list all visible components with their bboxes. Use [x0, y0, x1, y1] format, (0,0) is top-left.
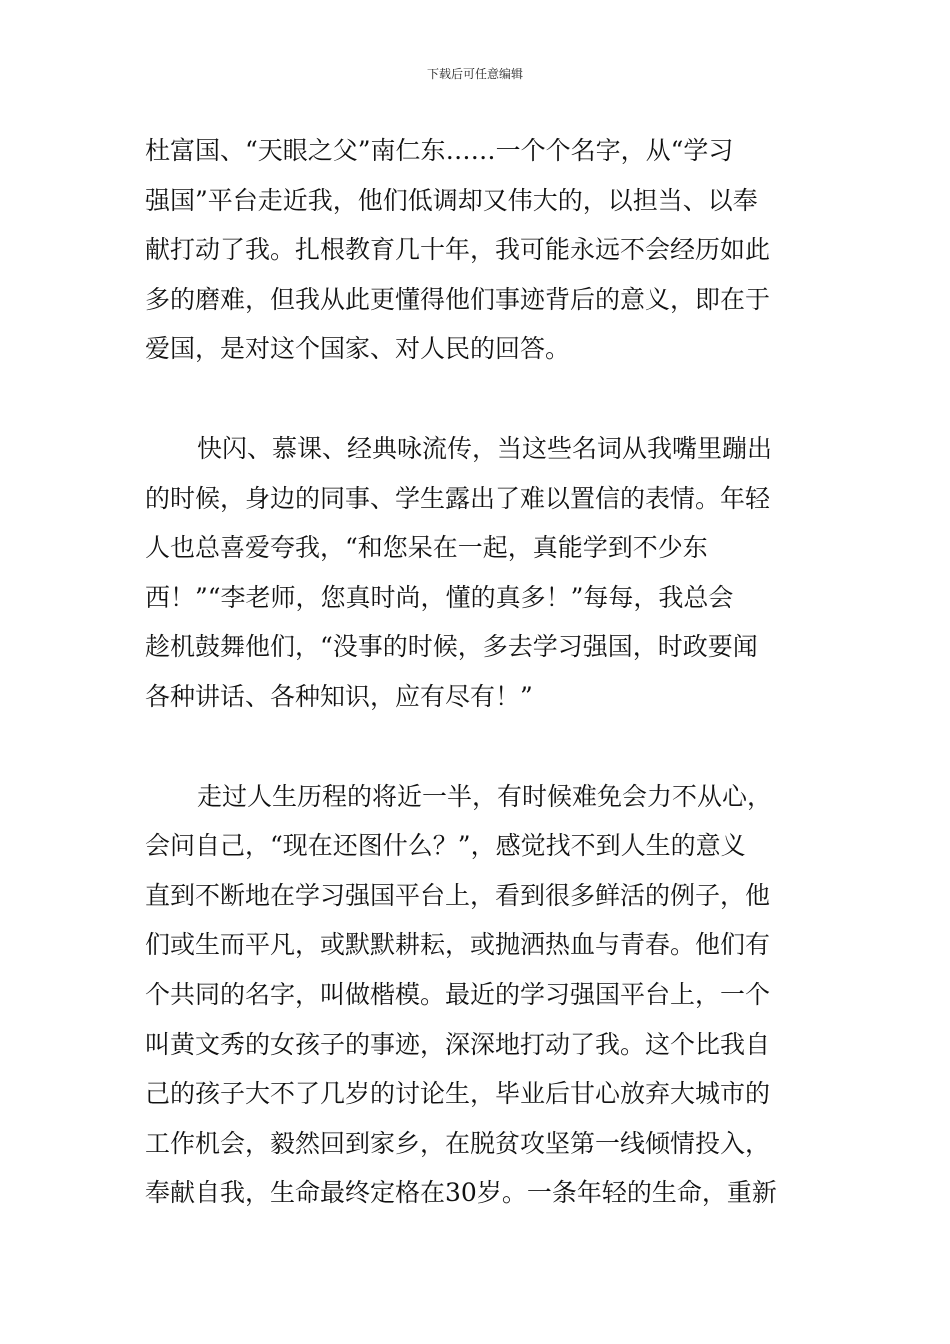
text-line: 强国”平台走近我，他们低调却又伟大的，以担当、以奉 — [145, 185, 758, 215]
paragraph-1 — [145, 126, 807, 374]
paragraph-3 — [145, 772, 807, 1218]
text-line: 爱国，是对这个国家、对人民的回答。 — [145, 334, 571, 364]
paragraph-spacer — [145, 374, 807, 424]
text-line: 走过人生历程的将近一半，有时候难免会力不从心， — [197, 781, 773, 811]
paragraph-spacer — [145, 722, 807, 772]
text-line: 献打动了我。扎根教育几十年，我可能永远不会经历如此 — [145, 235, 771, 265]
text-line: 们或生而平凡，或默默耕耘，或抛洒热血与青春。他们有 — [145, 930, 771, 960]
text-line: 会问自己，“现在还图什么？”，感觉找不到人生的意义 — [145, 831, 746, 861]
paragraph-2 — [145, 424, 807, 722]
text-line: 直到不断地在学习强国平台上，看到很多鲜活的例子，他 — [145, 880, 771, 910]
text-line: 各种讲话、各种知识，应有尽有！” — [145, 681, 533, 711]
page-header: 下载后可任意编辑 — [426, 67, 523, 81]
text-line: 趁机鼓舞他们，“没事的时候，多去学习强国，时政要闻 — [145, 632, 758, 662]
text-line: 奉献自我，生命最终定格在30岁。一条年轻的生命，重新 — [145, 1178, 777, 1208]
text-line: 人也总喜爱夸我，“和您呆在一起，真能学到不少东 — [145, 533, 708, 563]
text-line: 个共同的名字，叫做楷模。最近的学习强国平台上，一个 — [145, 979, 771, 1009]
document-body — [145, 126, 807, 1218]
text-line: 多的磨难，但我从此更懂得他们事迹背后的意义，即在于 — [145, 284, 771, 314]
text-line: 快闪、慕课、经典咏流传，当这些名词从我嘴里蹦出 — [197, 433, 773, 463]
text-line: 己的孩子大不了几岁的讨论生，毕业后甘心放弃大城市的 — [145, 1079, 771, 1109]
text-line: 西！”“李老师，您真时尚，懂的真多！”每每，我总会 — [145, 582, 734, 612]
text-line: 叫黄文秀的女孩子的事迹，深深地打动了我。这个比我自 — [145, 1029, 771, 1059]
text-line: 杜富国、“天眼之父”南仁东……一个个名字，从“学习 — [145, 136, 734, 165]
text-line: 工作机会，毅然回到家乡，在脱贫攻坚第一线倾情投入， — [145, 1128, 771, 1158]
text-line: 的时候，身边的同事、学生露出了难以置信的表情。年轻 — [145, 483, 771, 513]
